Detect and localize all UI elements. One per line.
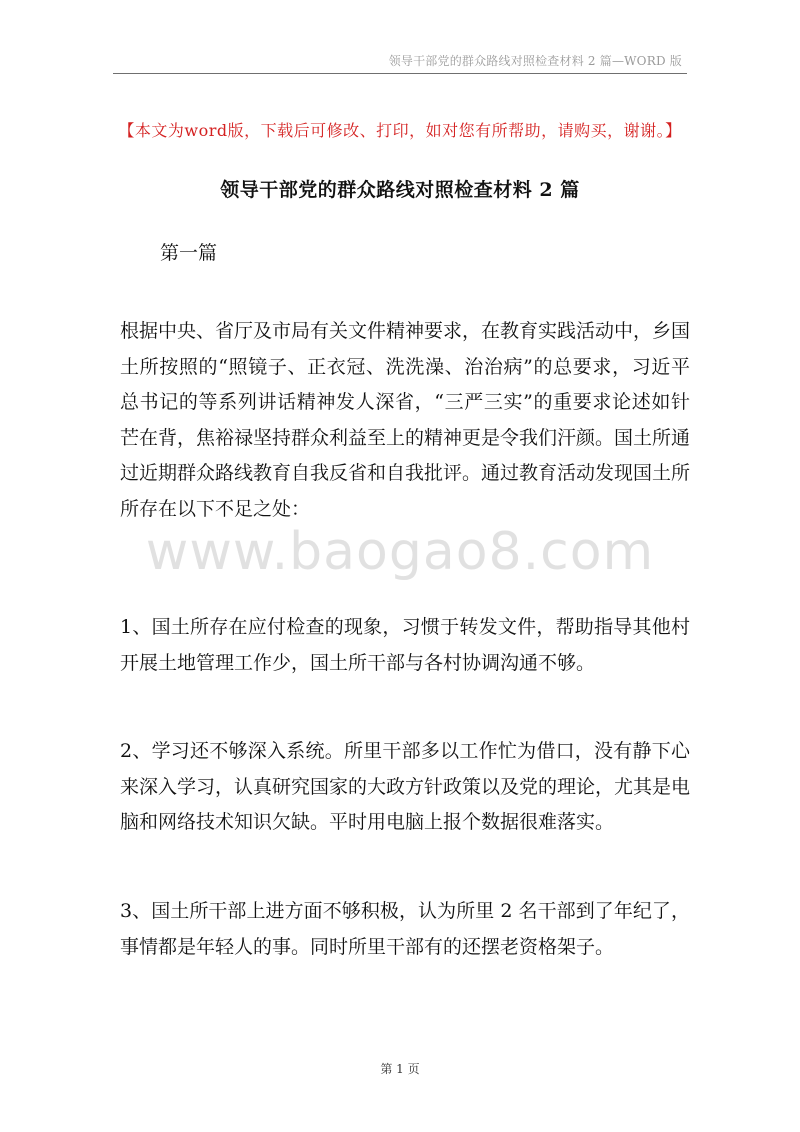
document-title: 领导干部党的群众路线对照检查材料 2 篇 [220,179,580,201]
purchase-notice: 【本文为word版，下载后可修改、打印，如对您有所帮助，请购买，谢谢。】 [118,121,682,140]
page-number: 第 1 页 [380,1062,420,1076]
paragraph-item-1: 1、国土所存在应付检查的现象，习惯于转发文件，帮助指导其他村开展土地管理工作少，国土所干部与各村协调沟通不够。 [120,616,690,674]
paragraph-item-3: 3、国土所干部上进方面不够积极，认为所里 2 名干部到了年纪了，事情都是年轻人的事。同时所里干部有的还摆老资格架子。 [120,900,690,958]
running-header: 领导干部党的群众路线对照检查材料 2 篇—WORD 版 [388,54,682,68]
paragraph-item-2: 2、学习还不够深入系统。所里干部多以工作忙为借口，没有静下心来深入学习，认真研究国家的大政方针政策以及党的理论，尤其是电脑和网络技术知识欠缺。平时用电脑上报个数据很难落实。 [120,740,691,833]
paragraph-intro: 根据中央、省厅及市局有关文件精神要求，在教育实践活动中，乡国土所按照的“照镜子、正衣冠、洗洗澡、治治病”的总要求，习近平总书记的等系列讲话精神发人深省，“三严三实”的重要求论述如针芒在背，焦裕禄坚持群众利益至上的精神更是令我们汗颜。国土所通过近期群众路线教育自我反省和自我批评。通过教育活动发现国土所所存在以下不足之处： [120,320,691,520]
watermark-text: www.baogao8.com [145,522,655,582]
header-divider [113,73,687,74]
section-heading: 第一篇 [160,242,218,264]
